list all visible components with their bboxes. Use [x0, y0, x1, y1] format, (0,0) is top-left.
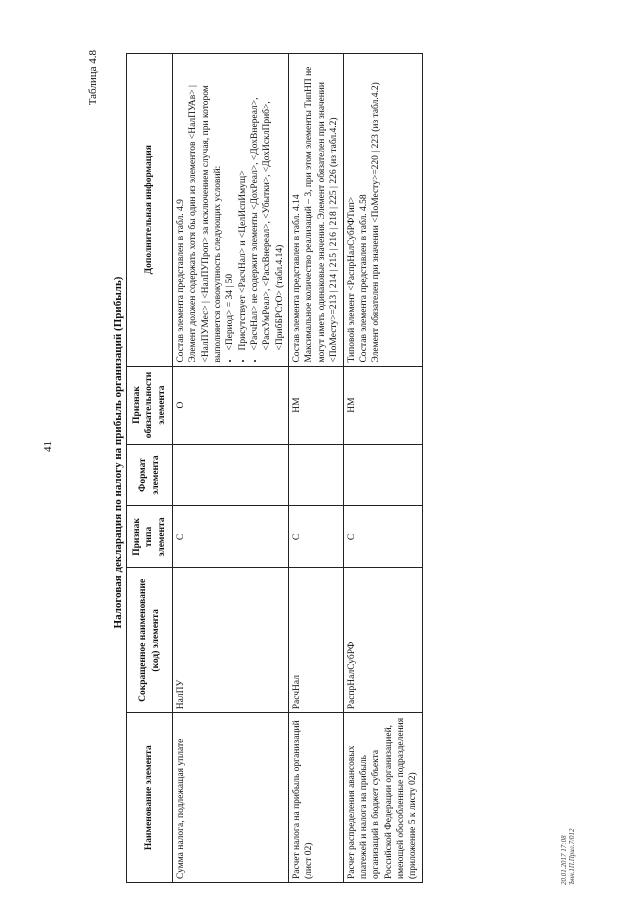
table-number: Таблица 4.8 — [87, 50, 99, 106]
table-row — [343, 54, 422, 883]
header-name: Наименование элемента — [127, 713, 173, 883]
row-required: НМ — [343, 366, 422, 444]
table-row — [289, 54, 343, 883]
header-required: Признак обязательности элемента — [127, 366, 173, 444]
row-name: Расчет налога на прибыль организаций (лист 02) — [289, 713, 343, 883]
row-name: Расчет распределения авансовых платежей и налога на прибыль организаций в бюджет субъекта Российской Федерации организацией, имеющей обособленные подразделения (приложение 5 к листу 02) — [343, 713, 422, 883]
info-bullet: • Присутствует <РасчНал> и <ЦелИспИмущ> — [237, 57, 249, 351]
row-name: Сумма налога, подлежащая уплате — [173, 713, 289, 883]
info-line: Элемент обязателен при значении <ПоМесту>=220 | 223 (из табл.4.2) — [371, 82, 382, 363]
print-footer — [560, 828, 577, 885]
row-info — [343, 54, 422, 367]
row-format — [343, 444, 422, 506]
row-info — [289, 54, 343, 367]
row-type: С — [343, 506, 422, 568]
row-type: С — [289, 506, 343, 568]
footer-line: 20.01.2017 17:08 — [560, 835, 568, 885]
row-code: НалПУ — [173, 568, 289, 713]
row-required: НМ — [289, 366, 343, 444]
row-code: РасчНал — [289, 568, 343, 713]
info-line: Состав элемента представлен в табл. 4.58 — [358, 194, 369, 363]
row-code: РаспрНалСубРФ — [343, 568, 422, 713]
info-line: Состав элемента представлен в табл. 4.14 — [292, 194, 303, 363]
page-title: Налоговая декларация по налогу на прибыль организаций (Прибыль) — [112, 276, 124, 629]
info-bullet: • <Период> = 34 | 50 — [224, 57, 236, 351]
info-line: Состав элемента представлен в табл. 4.9 — [176, 199, 187, 363]
row-format — [173, 444, 289, 506]
row-format — [289, 444, 343, 506]
row-required: О — [173, 366, 289, 444]
footer-line: Ънн.1П.Прил.7/012 — [568, 828, 577, 885]
info-line: Типовой элемент <РаспрНалСубРФТип> — [346, 196, 357, 363]
header-format: Формат элемента — [127, 444, 173, 506]
row-type: С — [173, 506, 289, 568]
table-row — [173, 54, 289, 883]
table-header-row — [127, 54, 173, 883]
info-line: Элемент должен содержать хотя бы один из элементов <НалПУАв> | <НалПУМес> | <НалПУПроп> за исключением случая, при котором выполняется совокупность следующих условий: — [188, 85, 224, 363]
info-line: Максимальное количество реализаций – 3, при этом элементы ТипНП не могут иметь одинаковые значения. Элемент обязателен при значении <ПоМесту>=213 | 214 | 215 | 216 | 218 | 225 | 226 (из табл.4.2) — [304, 66, 340, 363]
info-bullet-list — [224, 57, 286, 363]
header-type: Признак типа элемента — [127, 506, 173, 568]
row-info — [173, 54, 289, 367]
header-info: Дополнительная информация — [127, 54, 173, 367]
info-bullet: • <РасчНал> не содержит элементы <ДохРеал>, <ДохВнереал>, <РасхУмРеал>, <РасхВнереал>, <Убытки>, <ДохИсклПриб>, <ПрибБРСтО> (табл.4.14) — [249, 57, 286, 351]
elements-table — [126, 53, 423, 883]
header-code: Сокращенное наименование (код) элемента — [127, 568, 173, 713]
page-number: 41 — [42, 441, 54, 452]
